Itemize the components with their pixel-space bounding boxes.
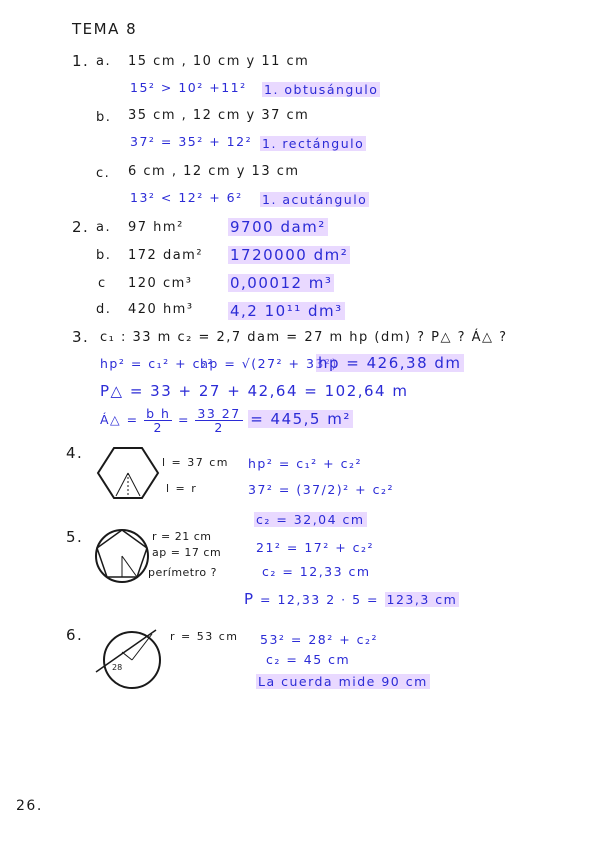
problem-1a-data: 15 cm , 10 cm y 11 cm [128, 54, 310, 69]
problem-1b-calc: 37² = 35² + 12² [130, 134, 253, 149]
problem-2b-given: 172 dam² [128, 248, 204, 263]
problem-2-number: 2. [72, 218, 90, 236]
circle-chord-figure [94, 624, 170, 690]
problem-6-eq1: 53² = 28² + c₂² [260, 632, 379, 647]
problem-1c-data: 6 cm , 12 cm y 13 cm [128, 164, 300, 179]
problem-4-eq1: hp² = c₁² + c₂² [248, 456, 362, 471]
problem-1a-label: a. [96, 54, 112, 69]
problem-4-eq2: 37² = (37/2)² + c₂² [248, 482, 394, 497]
problem-6-eq3: La cuerda mide 90 cm [258, 674, 428, 689]
problem-1-number: 1. [72, 52, 90, 70]
problem-3-data: c₁ : 33 m c₂ = 2,7 dam = 27 m hp (dm) ? P△ ? Á△ ? [100, 330, 508, 345]
problem-3-line1b: hp = √(27² + 33²) [200, 356, 338, 371]
problem-2b-answer: 1720000 dm² [230, 246, 349, 264]
fraction-2-den: 2 [214, 420, 224, 435]
problem-1a-result: 1. obtusángulo [264, 82, 379, 97]
problem-1b-result: 1. rectángulo [262, 136, 365, 151]
chord-distance-label: 28 [112, 663, 123, 672]
problem-2d-label: d. [96, 302, 112, 317]
problem-4-eq3: c₂ = 32,04 cm [256, 512, 365, 527]
problem-2a-answer: 9700 dam² [230, 218, 326, 236]
problem-2a-given: 97 hm² [128, 220, 184, 235]
problem-2c-label: c [98, 276, 107, 291]
problem-3-number: 3. [72, 328, 90, 346]
problem-2c-given: 120 cm³ [128, 276, 193, 291]
problem-1a-calc: 15² > 10² +11² [130, 80, 247, 95]
problem-2a-label: a. [96, 220, 112, 235]
problem-2d-given: 420 hm³ [128, 302, 194, 317]
fraction-1-den: 2 [153, 420, 163, 435]
problem-6-eq2: c₂ = 45 cm [266, 652, 351, 667]
pentagon-radius-label: r = 21 cm [152, 530, 212, 543]
equals-sign: = [177, 412, 190, 427]
pentagon-apothem-label: ap = 17 cm [152, 546, 222, 559]
pentagon-question: perímetro ? [148, 566, 217, 579]
problem-6-number: 6. [66, 626, 84, 644]
problem-1c-label: c. [96, 166, 111, 181]
page-title: TEMA 8 [72, 20, 138, 38]
perimeter-calc: = 12,33 2 · 5 = [260, 592, 380, 607]
hexagon-side-label: l = 37 cm [162, 456, 230, 469]
perimeter-symbol: P [244, 590, 255, 608]
problem-2d-answer: 4,2 10¹¹ dm³ [230, 302, 343, 320]
problem-1b-data: 35 cm , 12 cm y 37 cm [128, 108, 310, 123]
problem-5-eq1: 21² = 17² + c₂² [256, 540, 375, 555]
hexagon-radius-label: l = r [166, 482, 198, 495]
problem-5-number: 5. [66, 528, 84, 546]
problem-5-eq3 [244, 590, 459, 608]
problem-3-line1a: hp² = c₁² + c₂² [100, 356, 214, 371]
problem-2b-label: b. [96, 248, 112, 263]
problem-3-line1c: hp = 426,38 dm [318, 354, 462, 372]
page-number: 26. [16, 798, 43, 814]
fraction-1 [144, 407, 172, 434]
circle-radius-label: r = 53 cm [170, 630, 239, 643]
area-result: = 445,5 m² [250, 410, 351, 428]
perimeter-result: 123,3 cm [386, 592, 458, 607]
pentagon-in-circle-figure [94, 528, 150, 584]
problem-1c-calc: 13² < 12² + 6² [130, 190, 243, 205]
problem-5-eq2: c₂ = 12,33 cm [262, 564, 371, 579]
fraction-2-num: 33 27 [197, 406, 241, 421]
problem-1b-label: b. [96, 110, 112, 125]
fraction-1-num: b h [146, 406, 171, 421]
problem-3-line3 [100, 406, 353, 434]
hexagon-figure [96, 446, 160, 500]
problem-3-line2: P△ = 33 + 27 + 42,64 = 102,64 m [100, 382, 409, 400]
area-symbol: Á△ = [100, 412, 139, 427]
problem-2c-answer: 0,00012 m³ [230, 274, 333, 292]
fraction-2 [195, 407, 242, 434]
problem-4-number: 4. [66, 444, 84, 462]
problem-1c-result: 1. acutángulo [262, 192, 368, 207]
